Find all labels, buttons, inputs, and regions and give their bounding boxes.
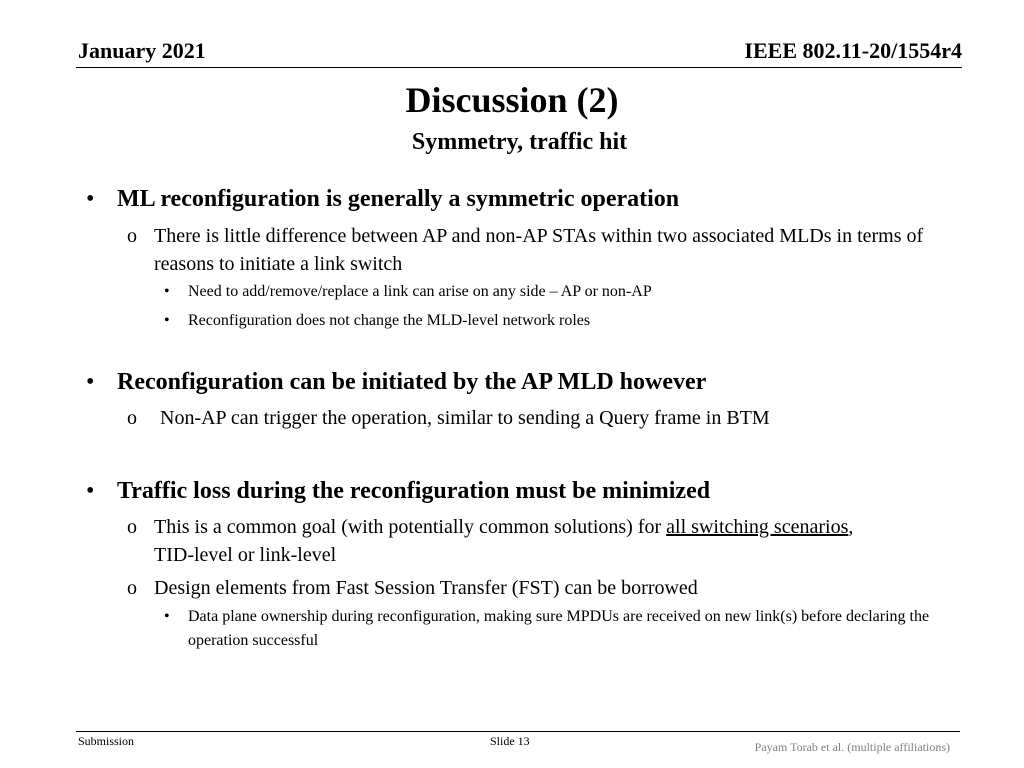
bullet-icon: •: [86, 369, 95, 395]
circle-bullet-icon: o: [127, 577, 137, 599]
sub-bullet: [127, 513, 897, 569]
footer-divider: [76, 731, 960, 732]
sub-bullet: [127, 404, 942, 432]
circle-bullet-icon: o: [127, 225, 137, 247]
bullet-icon: •: [164, 608, 170, 625]
sub-bullet: [127, 574, 942, 602]
sub-sub-bullet-text: Data plane ownership during reconfiguration, making sure MPDUs are received on new link(s) before declaring the operation successful: [188, 608, 930, 649]
section-heading-text: ML reconfiguration is generally a symmetric operation: [117, 186, 680, 212]
footer-author: Payam Torab et al. (multiple affiliations): [754, 740, 950, 754]
sub-bullet: [127, 222, 942, 278]
section-heading: [86, 478, 710, 505]
underlined-phrase: all switching scenarios: [666, 516, 849, 538]
section-heading: [86, 369, 706, 396]
sub-sub-bullet-text: Reconfiguration does not change the MLD-level network roles: [188, 312, 591, 329]
sub-sub-bullet-text: Need to add/remove/replace a link can arise on any side – AP or non-AP: [188, 283, 652, 300]
sub-sub-bullet: [164, 280, 944, 304]
header-doc-id: IEEE 802.11-20/1554r4: [744, 38, 962, 63]
sub-bullet-text: Non-AP can trigger the operation, similar to sending a Query frame in BTM: [160, 407, 770, 429]
circle-bullet-icon: o: [127, 516, 137, 538]
bullet-icon: •: [86, 186, 95, 212]
sub-sub-bullet: [164, 605, 954, 653]
bullet-icon: •: [86, 478, 95, 504]
sub-bullet-text: This is a common goal (with potentially common solutions) for all switching scenarios, TID-level or link-level: [154, 516, 854, 566]
slide-subtitle: Symmetry, traffic hit: [411, 129, 628, 155]
circle-bullet-icon: o: [127, 407, 137, 429]
header-date: January 2021: [78, 38, 206, 63]
footer-slide-number: Slide 13: [490, 734, 530, 748]
bullet-icon: •: [164, 312, 170, 329]
sub-bullet-text: There is little difference between AP and non-AP STAs within two associated MLDs in terms of reasons to initiate a link switch: [154, 225, 924, 275]
slide-title: Discussion (2): [405, 80, 619, 120]
footer-submission: Submission: [78, 734, 135, 748]
sub-bullet-text: Design elements from Fast Session Transfer (FST) can be borrowed: [154, 577, 698, 599]
section-heading-text: Reconfiguration can be initiated by the AP MLD however: [117, 369, 707, 395]
header-divider: [76, 67, 962, 68]
section-heading: [86, 186, 679, 213]
bullet-icon: •: [164, 283, 170, 300]
section-heading-text: Traffic loss during the reconfiguration must be minimized: [117, 478, 711, 504]
sub-sub-bullet: [164, 309, 944, 333]
